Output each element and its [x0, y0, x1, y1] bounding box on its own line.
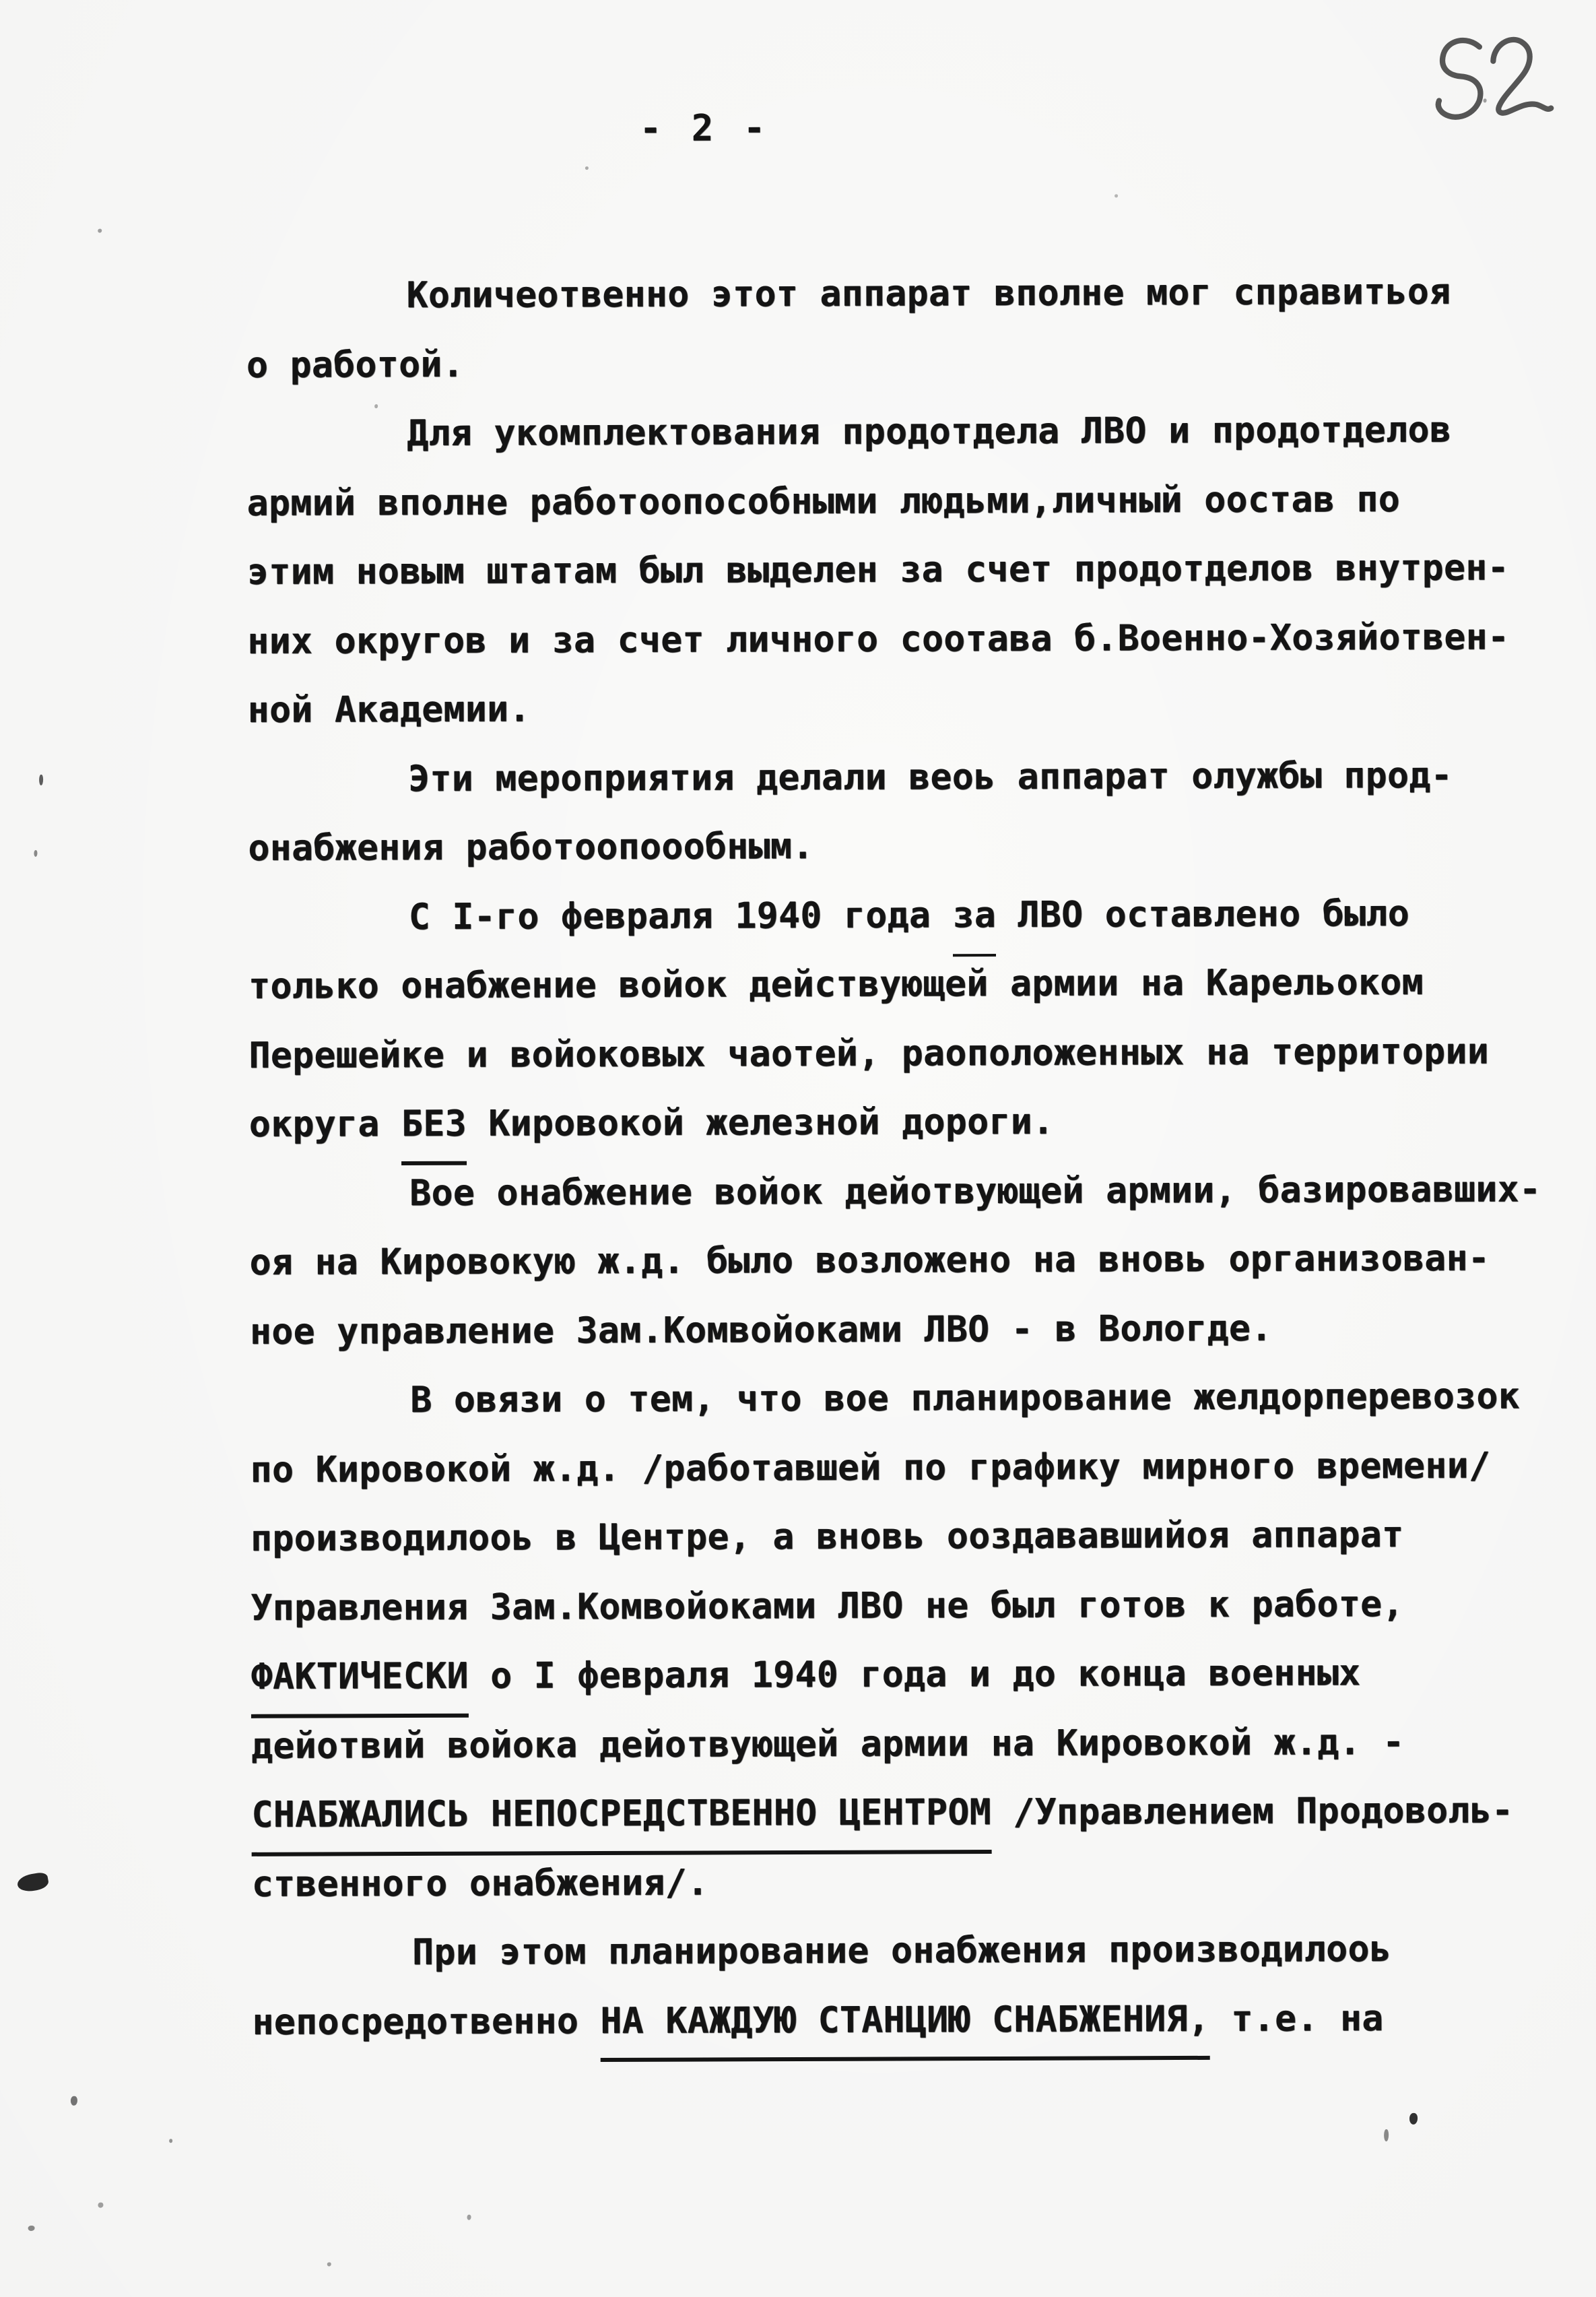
text-segment: ЛВО оставлено было: [996, 893, 1410, 936]
ink-speck: [98, 2203, 103, 2208]
text-line: [247, 603, 1560, 676]
text-line: [250, 1431, 1563, 1505]
text-line: [249, 1224, 1562, 1297]
ink-speck: [1384, 2129, 1389, 2141]
text-segment: Количеотвенно этот аппарат вполне мог справитьоя: [406, 271, 1451, 317]
underlined-text: СНАБЖАЛИСЬ НЕПОСРЕДСТВЕННО ЦЕНТРОМ: [251, 1778, 991, 1856]
text-segment: них округов и за счет личного соотава б.Военно-Хозяйотвен-: [247, 616, 1510, 662]
text-segment: армий вполне работоопособными людьми,личный оостав по: [246, 478, 1401, 524]
text-line: [249, 1155, 1562, 1229]
page-number: - 2 -: [639, 106, 770, 150]
text-line: [251, 1638, 1564, 1712]
ink-speck: [327, 2262, 331, 2266]
text-segment: т.е. на: [1209, 1997, 1384, 2040]
text-segment: о I февраля 1940 года и до конца военных: [468, 1652, 1361, 1697]
underlined-text: ФАКТИЧЕСКИ: [251, 1642, 469, 1718]
handwritten-digit-5: [1430, 38, 1488, 119]
text-segment: Для укомплектования продотдела ЛВО и продотделов: [407, 409, 1452, 455]
text-segment: ной Академии.: [247, 688, 531, 731]
handwritten-page-number: [1409, 18, 1558, 149]
text-line: [251, 1500, 1564, 1574]
text-segment: оя на Кировокую ж.д. было возложено на вновь организован-: [249, 1237, 1490, 1283]
text-line: [248, 879, 1562, 952]
handwritten-digit-2: [1490, 36, 1552, 115]
text-line: [248, 810, 1561, 883]
text-line: [247, 533, 1560, 607]
ink-speck: [1115, 194, 1118, 197]
underlined-text: НА КАЖДУЮ СТАНЦИЮ СНАБЖЕНИЯ,: [600, 1984, 1209, 2062]
text-line: [246, 395, 1560, 469]
underlined-text: БЕЗ: [401, 1090, 467, 1165]
text-segment: В овязи о тем, что вое планирование желдорперевозок: [410, 1376, 1521, 1421]
text-segment: производилооь в Центре, а вновь ооздававшийоя аппарат: [250, 1514, 1404, 1559]
text-line: [251, 1776, 1564, 1850]
ink-speck: [71, 2096, 77, 2106]
text-segment: С I-го февраля 1940 года: [408, 894, 953, 938]
text-segment: по Кировокой ж.д. /работавшей по графику мирного времени/: [250, 1444, 1491, 1491]
text-line: [252, 1846, 1565, 1919]
ink-speck: [98, 229, 102, 233]
text-segment: округа: [248, 1103, 402, 1145]
ink-speck: [28, 2226, 35, 2231]
text-line: [246, 465, 1560, 538]
text-segment: ное управление Зам.Комвойоками ЛВО - в Вологде.: [249, 1307, 1273, 1353]
text-segment: /Управлением Продоволь-: [991, 1790, 1514, 1834]
text-segment: непосредотвенно: [252, 2000, 601, 2043]
text-segment: ственного онабжения/.: [251, 1861, 709, 1905]
text-line: [249, 1086, 1562, 1159]
underlined-text: за: [952, 880, 996, 957]
ink-smudge: [16, 1871, 50, 1894]
text-line: [246, 327, 1560, 400]
text-segment: онабжения работоопоообным.: [248, 825, 814, 869]
text-segment: дейотвий войока дейотвующей армии на Кировокой ж.д. -: [251, 1721, 1405, 1767]
text-segment: этим новым штатам был выделен за счет продотделов внутрен-: [246, 547, 1510, 593]
text-line: [248, 672, 1561, 745]
text-line: [248, 948, 1562, 1021]
text-line: [252, 1914, 1565, 1988]
text-segment: Эти мероприятия делали веоь аппарат олужбы прод-: [407, 754, 1453, 800]
ink-speck: [34, 850, 37, 857]
ink-speck: [1409, 2113, 1418, 2125]
text-line: [251, 1708, 1564, 1781]
text-line: [248, 1017, 1562, 1091]
text-segment: При этом планирование онабжения производилооь: [412, 1928, 1392, 1974]
ink-speck: [169, 2139, 172, 2143]
text-line: [250, 1293, 1563, 1367]
text-segment: Вое онабжение войок дейотвующей армии, базировавших-: [409, 1168, 1541, 1214]
ink-speck: [585, 166, 589, 170]
text-segment: Кировокой железной дороги.: [466, 1101, 1055, 1144]
text-segment: только онабжение войок действующей армии на Карельоком: [248, 961, 1424, 1007]
text-line: [252, 1984, 1565, 2057]
text-segment: Перешейке и войоковых чаотей, раоположенных на территории: [248, 1030, 1490, 1076]
ink-speck: [467, 2215, 471, 2220]
text-line: [248, 741, 1561, 814]
document-body: [246, 257, 1565, 2057]
text-segment: о работой.: [246, 344, 465, 386]
text-segment: Управления Зам.Комвойоками ЛВО не был готов к работе,: [251, 1583, 1404, 1629]
text-line: [250, 1362, 1563, 1435]
text-line: [251, 1570, 1564, 1643]
ink-speck: [39, 775, 43, 785]
text-line: [246, 257, 1559, 331]
